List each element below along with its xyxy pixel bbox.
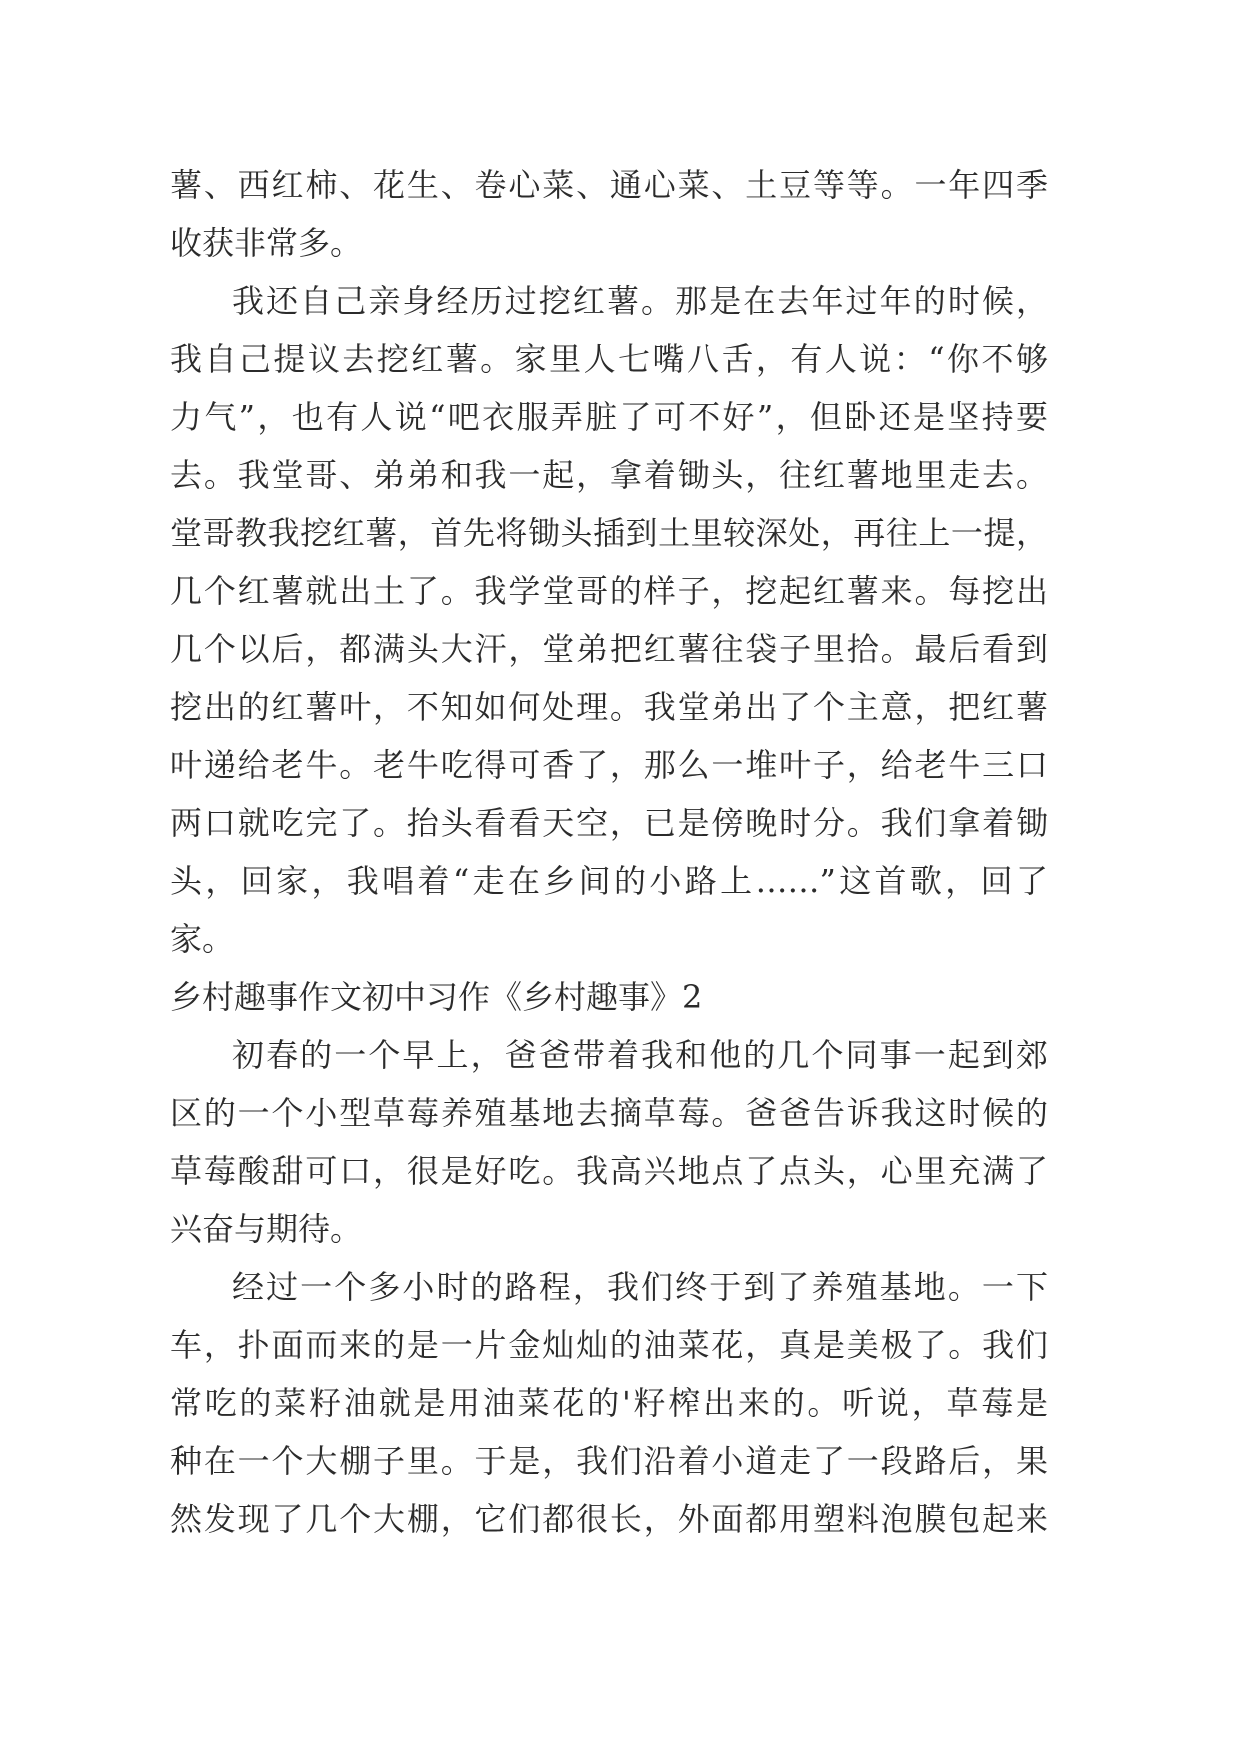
paragraph-line: 头，回家，我唱着“走在乡间的小路上……”这首歌，回了 <box>170 862 1048 900</box>
section-heading: 乡村趣事作文初中习作《乡村趣事》2 <box>170 978 703 1016</box>
paragraph-line: 薯、西红柿、花生、卷心菜、通心菜、土豆等等。一年四季 <box>170 166 1048 204</box>
paragraph-line: 种在一个大棚子里。于是，我们沿着小道走了一段路后，果 <box>170 1442 1048 1480</box>
paragraph-line: 兴奋与期待。 <box>170 1210 363 1248</box>
paragraph-line: 车，扑面而来的是一片金灿灿的油菜花，真是美极了。我们 <box>170 1326 1048 1364</box>
paragraph-line: 然发现了几个大棚，它们都很长，外面都用塑料泡膜包起来 <box>170 1500 1048 1538</box>
paragraph-line: 叶递给老牛。老牛吃得可香了，那么一堆叶子，给老牛三口 <box>170 746 1048 784</box>
paragraph-line: 力气”，也有人说“吧衣服弄脏了可不好”，但卧还是坚持要 <box>170 398 1048 436</box>
paragraph-line: 我还自己亲身经历过挖红薯。那是在去年过年的时候， <box>232 282 1048 320</box>
paragraph-line: 常吃的菜籽油就是用油菜花的'籽榨出来的。听说，草莓是 <box>170 1384 1048 1422</box>
paragraph-line: 几个以后，都满头大汗，堂弟把红薯往袋子里拾。最后看到 <box>170 630 1048 668</box>
paragraph-line: 初春的一个早上，爸爸带着我和他的几个同事一起到郊 <box>232 1036 1048 1074</box>
paragraph-line: 堂哥教我挖红薯，首先将锄头插到土里较深处，再往上一提， <box>170 514 1048 552</box>
paragraph-line: 挖出的红薯叶，不知如何处理。我堂弟出了个主意，把红薯 <box>170 688 1048 726</box>
paragraph-line: 经过一个多小时的路程，我们终于到了养殖基地。一下 <box>232 1268 1048 1306</box>
paragraph-line: 收获非常多。 <box>170 224 363 262</box>
paragraph-line: 我自己提议去挖红薯。家里人七嘴八舌，有人说：“你不够 <box>170 340 1048 378</box>
document-page <box>170 156 1048 1548</box>
paragraph-line: 草莓酸甜可口，很是好吃。我高兴地点了点头，心里充满了 <box>170 1152 1048 1190</box>
paragraph-line: 家。 <box>170 920 235 958</box>
paragraph-line: 区的一个小型草莓养殖基地去摘草莓。爸爸告诉我这时候的 <box>170 1094 1048 1132</box>
paragraph-line: 几个红薯就出土了。我学堂哥的样子，挖起红薯来。每挖出 <box>170 572 1048 610</box>
paragraph-line: 两口就吃完了。抬头看看天空，已是傍晚时分。我们拿着锄 <box>170 804 1048 842</box>
paragraph-line: 去。我堂哥、弟弟和我一起，拿着锄头，往红薯地里走去。 <box>170 456 1048 494</box>
